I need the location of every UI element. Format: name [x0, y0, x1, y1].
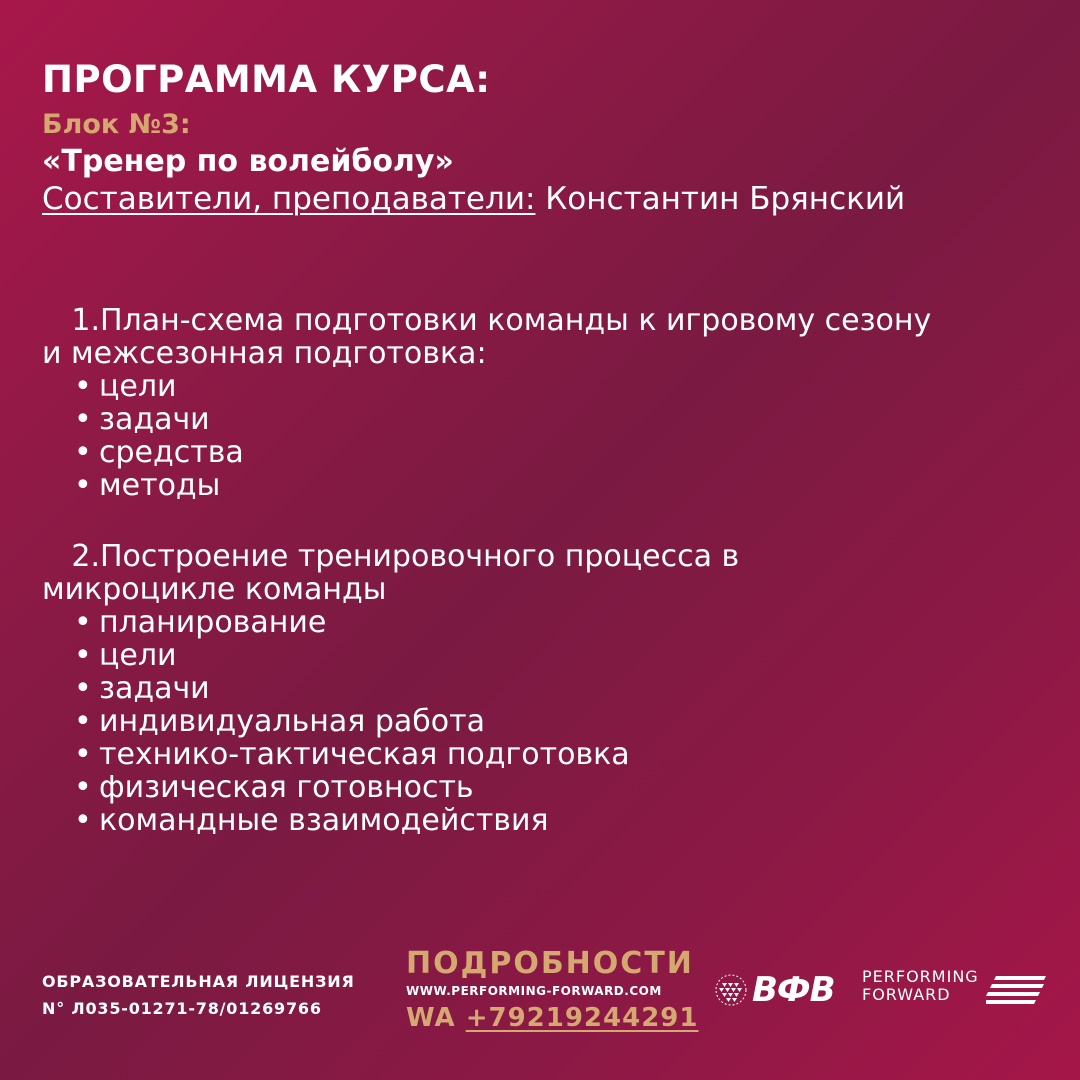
section-1-title-cont: и межсезонная подготовка:	[42, 336, 487, 371]
authors-line	[42, 180, 1052, 218]
list-item: • физическая готовность	[42, 771, 1052, 804]
list-item: • технико-тактическая подготовка	[42, 738, 1052, 771]
list-item: • цели	[42, 370, 1052, 403]
header	[42, 58, 1052, 218]
list-item: • планирование	[42, 606, 1052, 639]
section-1-list	[42, 370, 1052, 502]
block-label: Блок №3:	[42, 109, 191, 140]
authors-name: Константин Брянский	[535, 181, 906, 217]
list-item: • индивидуальная работа	[42, 705, 1052, 738]
list-item: • задачи	[42, 403, 1052, 436]
performing-forward-stripes-icon	[986, 974, 1046, 1006]
course-title: «Тренер по волейболу»	[42, 144, 454, 179]
list-item: • цели	[42, 639, 1052, 672]
license-title: ОБРАЗОВАТЕЛЬНАЯ ЛИЦЕНЗИЯ	[42, 972, 355, 991]
section-2-title: 2.Построение тренировочного процесса в	[42, 540, 1052, 573]
section-2-list	[42, 606, 1052, 837]
section-2	[42, 540, 1052, 837]
list-item: • методы	[42, 469, 1052, 502]
vfv-logo-text: ВФВ	[752, 970, 835, 1010]
section-1	[42, 304, 1052, 502]
whatsapp-phone-link[interactable]: +79219244291	[465, 1003, 699, 1033]
list-item: • задачи	[42, 672, 1052, 705]
list-item: • командные взаимодействия	[42, 804, 1052, 837]
contacts	[406, 946, 698, 1036]
program-content	[42, 304, 1052, 875]
whatsapp-label: WA	[406, 1003, 466, 1033]
website-link[interactable]: WWW.PERFORMING-FORWARD.COM	[406, 984, 662, 998]
whatsapp-line	[406, 1000, 698, 1036]
license-number: N° Л035-01271-78/01269766	[42, 999, 322, 1018]
vfv-logo-icon	[714, 973, 748, 1007]
details-heading: ПОДРОБНОСТИ	[406, 946, 694, 981]
performing-forward-brand: PERFORMING FORWARD	[862, 967, 979, 1004]
list-item: • средства	[42, 436, 1052, 469]
license-info	[42, 968, 355, 1022]
section-1-title: 1.План-схема подготовки команды к игровому сезону	[42, 304, 1052, 337]
footer	[0, 940, 1080, 1040]
section-2-title-cont: микроцикле команды	[42, 572, 387, 607]
section-2-number: 2.	[71, 539, 100, 574]
authors-label: Составители, преподаватели:	[42, 181, 536, 217]
vfv-logo	[714, 970, 835, 1010]
page-title: ПРОГРАММА КУРСА:	[42, 58, 491, 101]
section-1-number: 1.	[71, 303, 100, 338]
